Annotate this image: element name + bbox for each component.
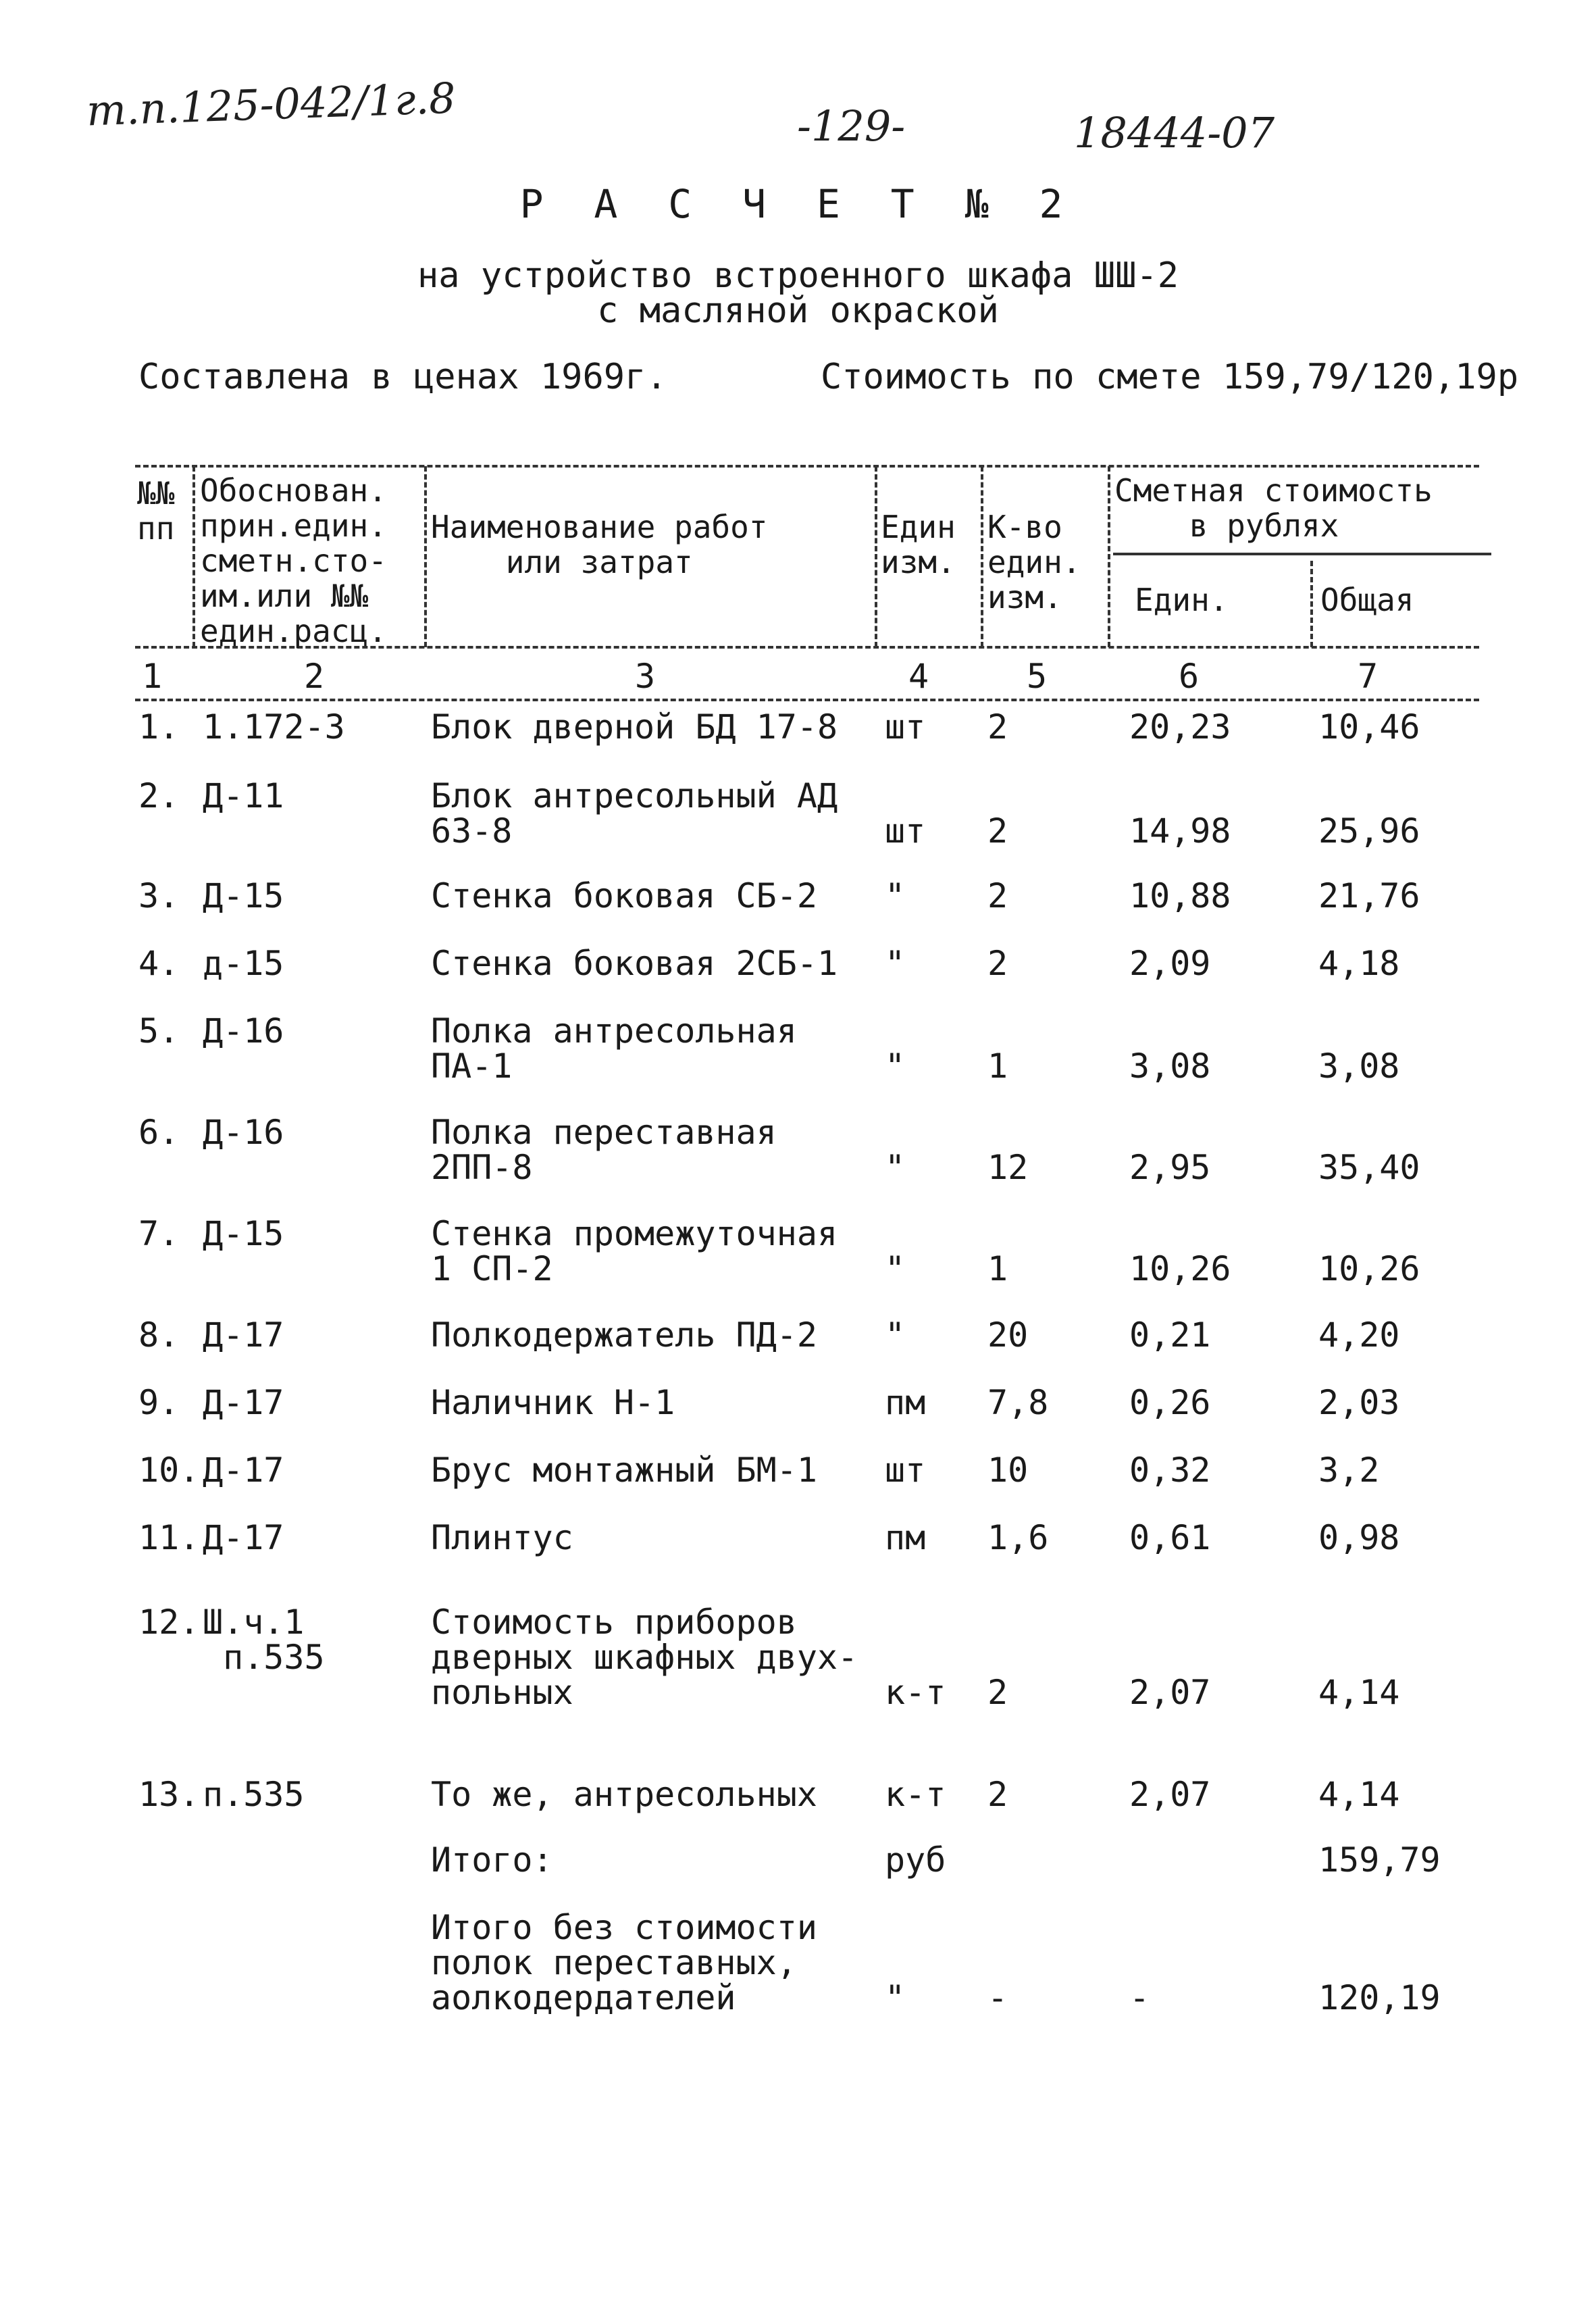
table-colnum-bottom-rule xyxy=(135,699,1479,701)
row-number: 9. xyxy=(138,1383,180,1422)
row-unit: руб xyxy=(885,1840,946,1880)
row-basis: Д-15 xyxy=(203,876,284,915)
row-total: 25,96 xyxy=(1318,811,1420,851)
row-quantity: 1 xyxy=(987,1249,1008,1288)
row-quantity: 2 xyxy=(987,1775,1008,1814)
row-work-name: Полка переставная 2ПП-8 xyxy=(431,1113,777,1187)
row-basis: Д-17 xyxy=(203,1383,284,1422)
col-divider-6 xyxy=(1310,561,1313,647)
row-basis: 1.172-3 xyxy=(203,707,345,747)
row-quantity: 10 xyxy=(987,1451,1029,1490)
row-basis: д-15 xyxy=(203,944,284,983)
header-estimated-cost: Сметная стоимость в рублях xyxy=(1114,472,1433,544)
header-unit-price: Един. xyxy=(1135,582,1229,618)
row-basis: Д-17 xyxy=(203,1518,284,1557)
row-number: 1. xyxy=(138,707,180,747)
row-unit: " xyxy=(885,1978,906,2017)
row-number: 10. xyxy=(138,1451,200,1490)
row-total: 35,40 xyxy=(1318,1148,1420,1187)
header-total: Общая xyxy=(1320,582,1414,618)
estimate-cost-note: Стоимость по смете 159,79/120,19р xyxy=(821,357,1519,397)
row-unit-price: 10,26 xyxy=(1129,1249,1231,1288)
row-work-name: Наличник Н-1 xyxy=(431,1383,675,1422)
row-unit-price: 0,21 xyxy=(1129,1315,1211,1355)
column-number-7: 7 xyxy=(1358,657,1379,696)
table-subheader-rule xyxy=(1113,553,1491,555)
row-unit-price: 10,88 xyxy=(1129,876,1231,915)
row-unit: " xyxy=(885,1249,906,1288)
row-total: 4,20 xyxy=(1318,1315,1400,1355)
row-total: 3,08 xyxy=(1318,1047,1400,1086)
row-unit: " xyxy=(885,876,906,915)
row-unit-price: 14,98 xyxy=(1129,811,1231,851)
column-number-2: 2 xyxy=(304,657,325,696)
col-divider-4 xyxy=(981,466,983,647)
row-quantity: 1,6 xyxy=(987,1518,1049,1557)
header-basis: Обоснован. прин.един. сметн.сто- им.или №№ един.расц. xyxy=(200,472,387,649)
row-unit: шт xyxy=(885,811,926,851)
row-unit-price: 2,07 xyxy=(1129,1673,1211,1712)
row-total: 4,18 xyxy=(1318,944,1400,983)
row-total: 2,03 xyxy=(1318,1383,1400,1422)
row-total: 4,14 xyxy=(1318,1775,1400,1814)
row-number: 7. xyxy=(138,1214,180,1253)
row-unit: шт xyxy=(885,1451,926,1490)
table-top-rule xyxy=(135,465,1479,468)
row-quantity: 2 xyxy=(987,811,1008,851)
row-unit-price: 0,26 xyxy=(1129,1383,1211,1422)
row-unit-price: 20,23 xyxy=(1129,707,1231,747)
row-total: 120,19 xyxy=(1318,1978,1441,2017)
col-divider-5 xyxy=(1108,466,1110,647)
header-unit: Един изм. xyxy=(881,509,956,580)
row-unit: " xyxy=(885,1047,906,1086)
row-total: 0,98 xyxy=(1318,1518,1400,1557)
column-number-5: 5 xyxy=(1027,657,1048,696)
row-work-name: Стенка боковая СБ-2 xyxy=(431,876,817,915)
row-total: 21,76 xyxy=(1318,876,1420,915)
column-number-3: 3 xyxy=(635,657,656,696)
row-number: 12. xyxy=(138,1603,200,1642)
row-number: 4. xyxy=(138,944,180,983)
row-work-name: Брус монтажный БМ-1 xyxy=(431,1451,817,1490)
row-total: 3,2 xyxy=(1318,1451,1380,1490)
row-unit-price: - xyxy=(1129,1978,1150,2017)
row-number: 11. xyxy=(138,1518,200,1557)
row-quantity: 2 xyxy=(987,707,1008,747)
row-work-name: Итого без стоимости полок переставных, аолкодердателей xyxy=(431,1908,817,2017)
handwritten-page-number: -129- xyxy=(797,101,906,151)
priced-in-note: Составлена в ценах 1969г. xyxy=(138,357,667,397)
header-row-number: №№ пп xyxy=(137,475,175,547)
row-unit-price: 3,08 xyxy=(1129,1047,1211,1086)
col-divider-3 xyxy=(875,466,877,647)
row-number: 3. xyxy=(138,876,180,915)
row-work-name: Полкодержатель ПД-2 xyxy=(431,1315,817,1355)
row-basis: Д-15 xyxy=(203,1214,284,1253)
row-basis: Д-17 xyxy=(203,1451,284,1490)
row-quantity: - xyxy=(987,1978,1008,2017)
document-subtitle-line2: с масляной окраской xyxy=(597,291,999,331)
col-divider-2 xyxy=(424,466,427,647)
column-number-1: 1 xyxy=(142,657,163,696)
row-work-name: Полка антресольная ПА-1 xyxy=(431,1011,797,1086)
row-number: 6. xyxy=(138,1113,180,1152)
row-quantity: 20 xyxy=(987,1315,1029,1355)
row-unit-price: 0,61 xyxy=(1129,1518,1211,1557)
row-work-name: Итого: xyxy=(431,1840,553,1880)
row-quantity: 1 xyxy=(987,1047,1008,1086)
row-number: 2. xyxy=(138,776,180,815)
row-work-name: Стоимость приборов дверных шкафных двух- польных xyxy=(431,1603,858,1712)
row-number: 5. xyxy=(138,1011,180,1051)
handwritten-document-number: 18444-07 xyxy=(1074,108,1275,157)
col-divider-1 xyxy=(192,466,195,647)
row-work-name: Стенка промежуточная 1 СП-2 xyxy=(431,1214,838,1288)
header-quantity: К-во един. изм. xyxy=(987,509,1081,615)
row-quantity: 2 xyxy=(987,876,1008,915)
document-title: Р А С Ч Е Т № 2 xyxy=(519,181,1077,227)
row-unit: " xyxy=(885,944,906,983)
row-work-name: Стенка боковая 2СБ-1 xyxy=(431,944,838,983)
row-work-name: Плинтус xyxy=(431,1518,573,1557)
row-total: 4,14 xyxy=(1318,1673,1400,1712)
row-work-name: То же, антресольных xyxy=(431,1775,817,1814)
row-number: 13. xyxy=(138,1775,200,1814)
row-basis: Д-16 xyxy=(203,1113,284,1152)
row-unit-price: 2,07 xyxy=(1129,1775,1211,1814)
row-unit-price: 2,09 xyxy=(1129,944,1211,983)
handwritten-reference: т.п.125-042/1г.8 xyxy=(85,73,457,136)
row-unit-price: 2,95 xyxy=(1129,1148,1211,1187)
row-unit: к-т xyxy=(885,1775,946,1814)
row-total: 10,46 xyxy=(1318,707,1420,747)
row-quantity: 2 xyxy=(987,1673,1008,1712)
row-unit: " xyxy=(885,1315,906,1355)
row-total: 159,79 xyxy=(1318,1840,1441,1880)
row-basis: Д-11 xyxy=(203,776,284,815)
row-basis: Ш.ч.1 п.535 xyxy=(203,1603,325,1677)
row-unit-price: 0,32 xyxy=(1129,1451,1211,1490)
row-unit: к-т xyxy=(885,1673,946,1712)
row-number: 8. xyxy=(138,1315,180,1355)
row-unit: пм xyxy=(885,1518,926,1557)
row-basis: Д-17 xyxy=(203,1315,284,1355)
row-quantity: 2 xyxy=(987,944,1008,983)
row-unit: пм xyxy=(885,1383,926,1422)
row-basis: Д-16 xyxy=(203,1011,284,1051)
row-unit: шт xyxy=(885,707,926,747)
row-basis: п.535 xyxy=(203,1775,305,1814)
document-subtitle-line1: на устройство встроенного шкафа ШШ-2 xyxy=(417,255,1179,296)
header-work-name: Наименование работ или затрат xyxy=(431,509,768,580)
row-unit: " xyxy=(885,1148,906,1187)
row-total: 10,26 xyxy=(1318,1249,1420,1288)
row-quantity: 12 xyxy=(987,1148,1029,1187)
row-quantity: 7,8 xyxy=(987,1383,1049,1422)
column-number-6: 6 xyxy=(1179,657,1200,696)
row-work-name: Блок антресольный АД 63-8 xyxy=(431,776,838,851)
row-work-name: Блок дверной БД 17-8 xyxy=(431,707,838,747)
column-number-4: 4 xyxy=(908,657,929,696)
